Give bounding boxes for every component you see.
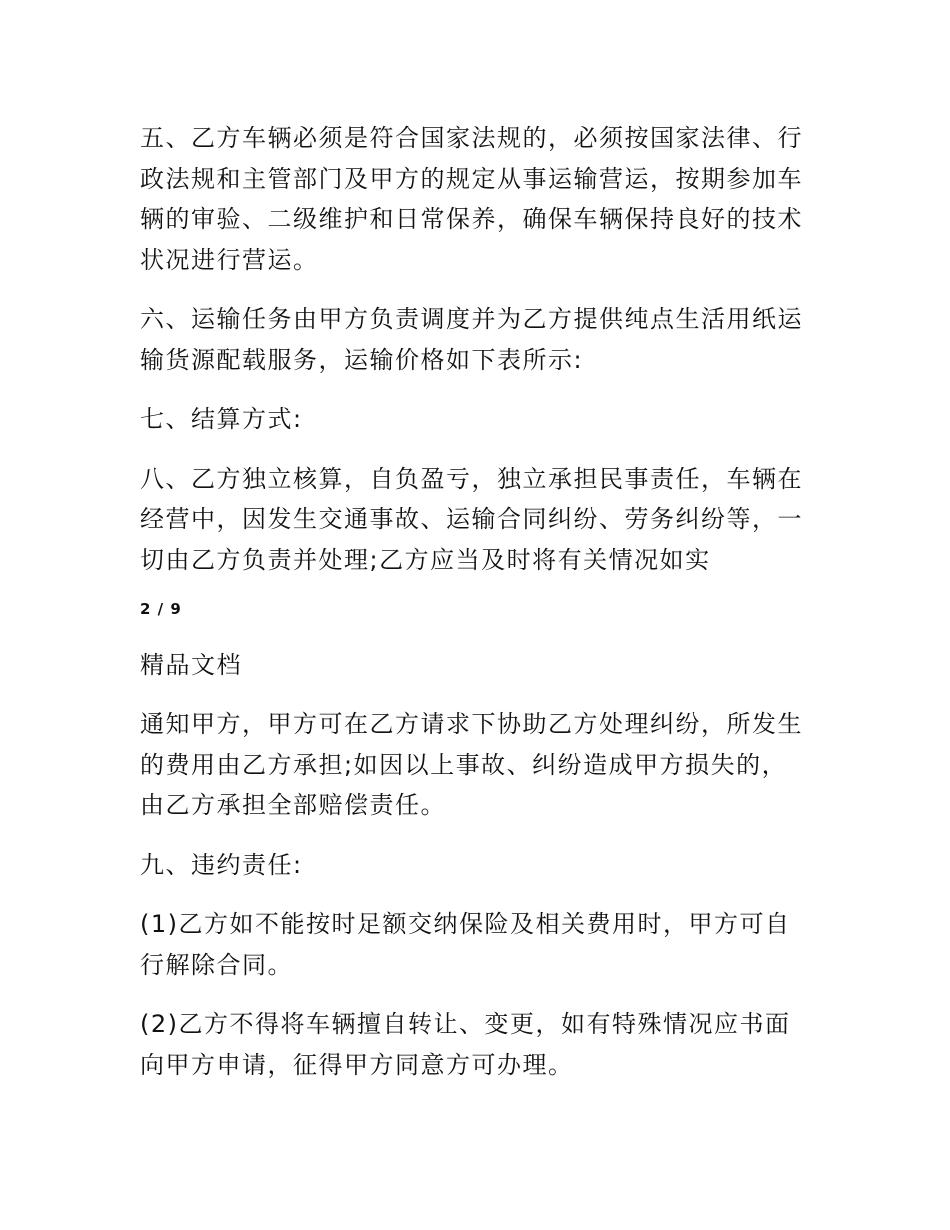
clause-nine: 九、违约责任: <box>140 850 303 879</box>
page-number: 2 / 9 <box>140 600 182 618</box>
clause-eight-continued: 通知甲方，甲方可在乙方请求下协助乙方处理纠纷，所发生的费用由乙方承担;如因以上事故、纠纷造成甲方损失的，由乙方承担全部赔偿责任。 <box>140 710 803 819</box>
clause-eight: 八、乙方独立核算，自负盈亏，独立承担民事责任，车辆在经营中，因发生交通事故、运输合同纠纷、劳务纠纷等，一切由乙方负责并处理;乙方应当及时将有关情况如实 <box>140 464 803 574</box>
clause-nine-item-2: (2)乙方不得将车辆擅自转让、变更，如有特殊情况应书面向甲方申请，征得甲方同意方可办理。 <box>140 1010 791 1079</box>
clause-nine-item-1: (1)乙方如不能按时足额交纳保险及相关费用时，甲方可自行解除合同。 <box>140 910 791 979</box>
clause-six: 六、运输任务由甲方负责调度并为乙方提供纯点生活用纸运输货源配载服务，运输价格如下表所示: <box>140 305 803 374</box>
document-page <box>140 118 812 1104</box>
clause-five: 五、乙方车辆必须是符合国家法规的，必须按国家法律、行政法规和主管部门及甲方的规定从事运输营运，按期参加车辆的审验、二级维护和日常保养，确保车辆保持良好的技术状况进行营运。 <box>140 124 803 274</box>
clause-seven: 七、结算方式: <box>140 405 303 433</box>
document-header-title: 精品文档 <box>140 651 242 679</box>
